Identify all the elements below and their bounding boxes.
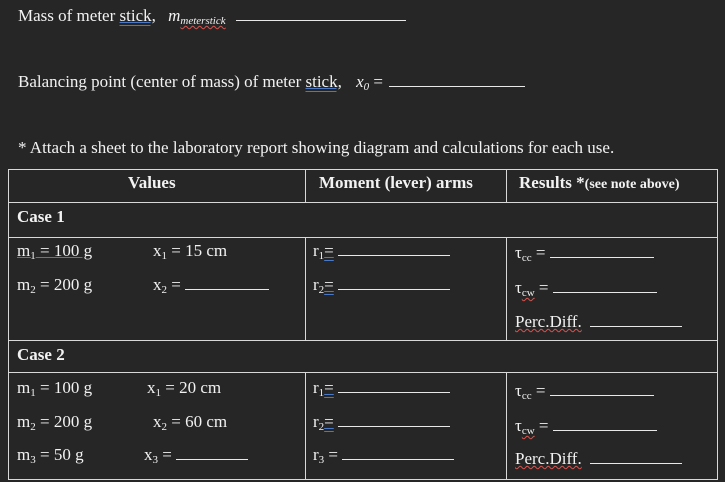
case1-r1: $r_1=$: [313, 241, 450, 262]
case2-x3-blank[interactable]: [176, 459, 248, 460]
balance-symbol-sub: 0: [363, 81, 370, 93]
case2-title-border: [8, 372, 718, 373]
case2-title: Case 2: [17, 345, 65, 364]
table-header-border: [8, 202, 718, 203]
mass-blank[interactable]: [236, 20, 406, 21]
attach-note: * Attach a sheet to the laboratory report showing diagram and calculations for each use.: [18, 138, 615, 157]
col-arms-header: Moment (lever) arms: [319, 173, 473, 192]
case2-tcc-blank[interactable]: [550, 395, 654, 396]
header-divider-1: [305, 169, 306, 203]
table-right-border: [717, 169, 718, 480]
case2-x3: $x_3$ =: [144, 445, 248, 466]
col-results-note: (see note above): [584, 177, 680, 192]
balance-equals: =: [373, 72, 383, 91]
case1-divider-2: [506, 237, 507, 341]
mass-symbol: m: [168, 6, 181, 25]
case1-bottom-border: [8, 340, 718, 341]
case1-tcc-blank[interactable]: [550, 257, 654, 258]
mass-line: [18, 6, 406, 27]
mass-label-stick: stick,: [119, 6, 156, 25]
case2-r1-blank[interactable]: [338, 392, 450, 393]
case1-perc-label: Perc.Diff.: [515, 312, 582, 331]
balance-label-stick: stick,: [305, 72, 342, 91]
case2-x2: $x_2 = 60$ cm: [153, 412, 228, 433]
case2-r3-blank[interactable]: [342, 459, 454, 460]
header-divider-2: [506, 169, 507, 203]
table-left-border: [8, 169, 9, 480]
table-top-border: [8, 169, 718, 170]
case1-r2-blank[interactable]: [338, 289, 450, 290]
case1-x1: $x_1 = 15$ cm: [153, 241, 228, 262]
case2-m3: $m_3 = 50$ g: [17, 445, 84, 466]
case2-m2: $m_2 = 200$ g: [17, 412, 93, 433]
case2-tcc: $\tau_{cc}$ =: [515, 381, 654, 402]
case2-perc-label: Perc.Diff.: [515, 449, 582, 468]
case1-x2: $x_2$ =: [153, 275, 269, 296]
col-values-header: Values: [128, 173, 176, 192]
case1-perc: [515, 312, 682, 332]
col-results-header: [519, 173, 680, 193]
case1-m1: [17, 241, 92, 262]
case2-r2: $r_2=$: [313, 412, 450, 433]
case1-title: Case 1: [17, 207, 65, 226]
case1-r1-blank[interactable]: [338, 255, 450, 256]
case2-r3: $r_3$ =: [313, 445, 454, 466]
balance-line: [18, 72, 525, 93]
mass-symbol-sub: meterstick: [180, 15, 226, 27]
case1-divider-1: [305, 237, 306, 341]
case2-perc: [515, 449, 682, 469]
case2-perc-blank[interactable]: [590, 463, 682, 464]
case2-x1: $x_1 = 20$ cm: [147, 378, 222, 399]
table-bottom-border: [8, 479, 718, 480]
case1-perc-blank[interactable]: [590, 326, 682, 327]
balance-blank[interactable]: [389, 86, 525, 87]
case1-tcw-blank[interactable]: [553, 292, 657, 293]
case2-divider-1: [305, 372, 306, 480]
case2-r1: $r_1=$: [313, 378, 450, 399]
case1-tcc: $\tau_{cc}$ =: [515, 243, 654, 264]
balance-label: Balancing point (center of mass) of meter stick,: [18, 72, 342, 91]
case2-tcw-blank[interactable]: [553, 430, 657, 431]
mass-label: Mass of meter stick,: [18, 6, 156, 25]
case2-divider-2: [506, 372, 507, 480]
case1-tcw: $\tau_{cw}$ =: [515, 278, 657, 299]
col-results-label: Results *: [519, 173, 585, 192]
case1-m1-text: $m_1 = 100$ g: [17, 241, 93, 262]
case1-x2-blank[interactable]: [185, 289, 269, 290]
case1-title-border: [8, 237, 718, 238]
case1-m2: $m_2 = 200$ g: [17, 275, 93, 296]
case2-tcw: $\tau_{cw}$ =: [515, 416, 657, 437]
case1-r2: $r_2=$: [313, 275, 450, 296]
case2-r2-blank[interactable]: [338, 426, 450, 427]
case2-m1: $m_1 = 100$ g: [17, 378, 93, 399]
balance-symbol: x: [356, 72, 364, 91]
